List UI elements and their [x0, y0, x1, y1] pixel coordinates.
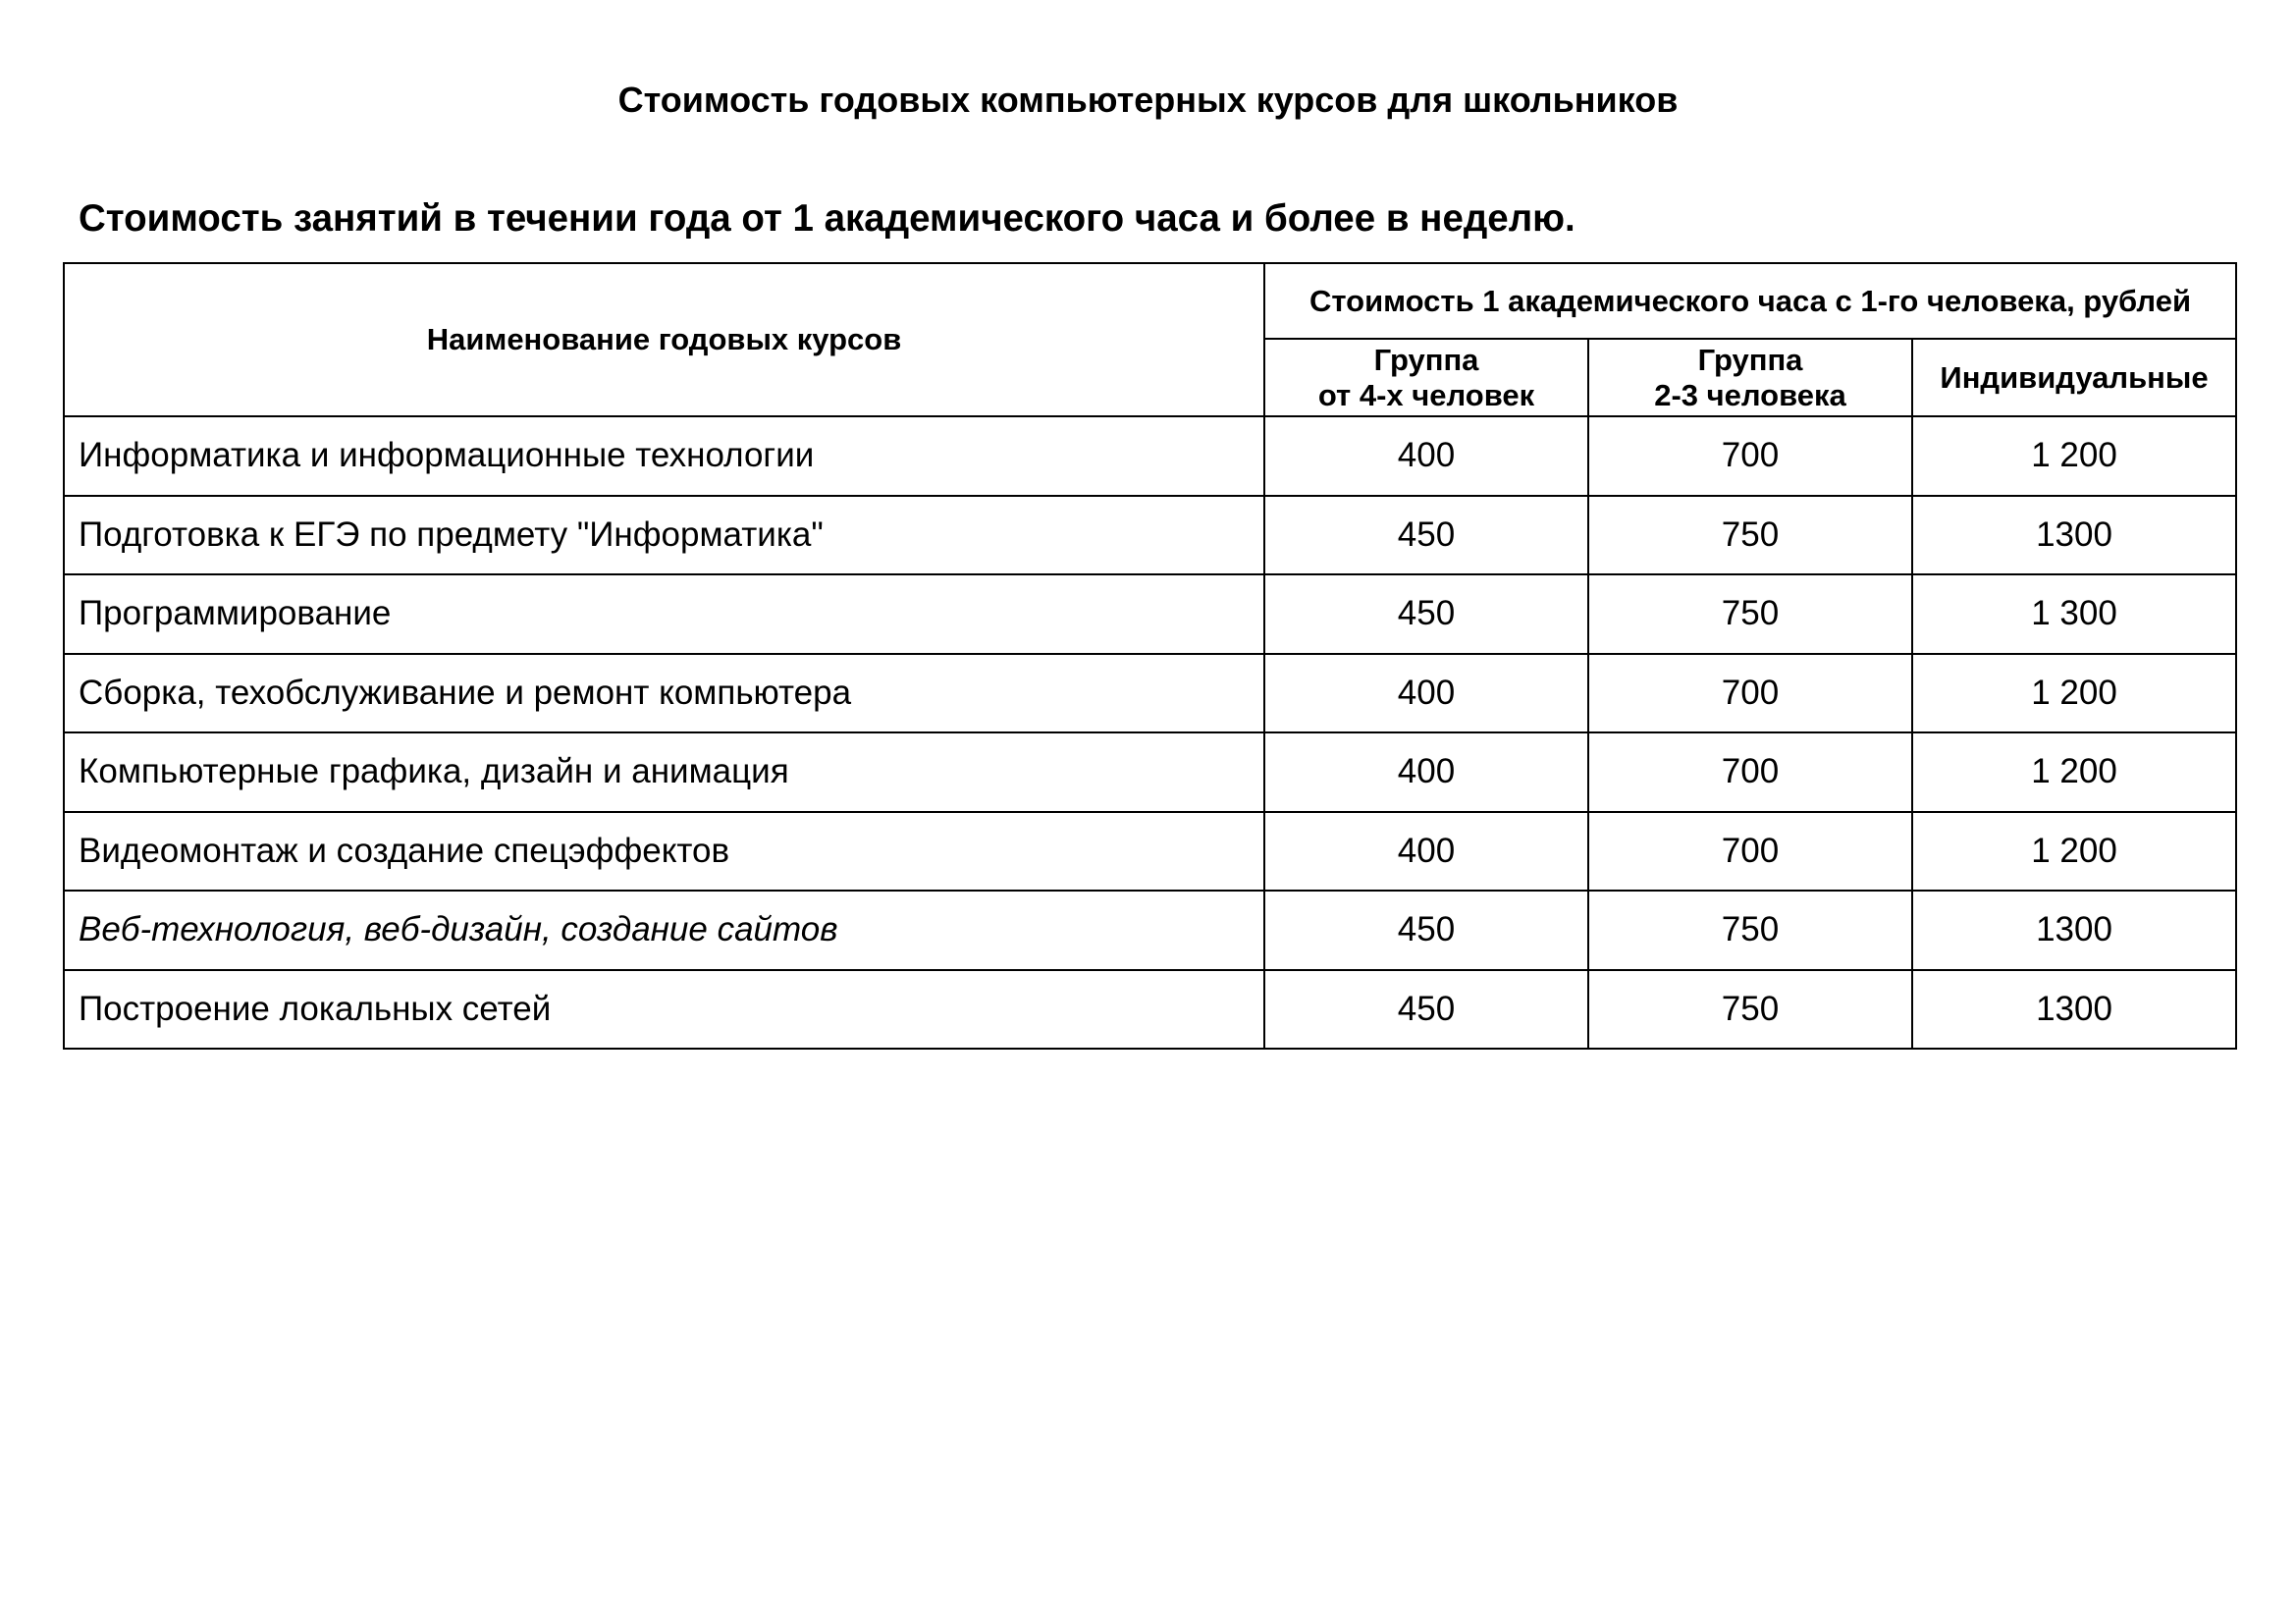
- price-group-large: 400: [1264, 732, 1588, 812]
- price-group-large: 450: [1264, 574, 1588, 654]
- price-group-large: 450: [1264, 970, 1588, 1050]
- table-row: [64, 416, 2236, 496]
- price-table: [63, 262, 2237, 1050]
- price-group-large: 400: [1264, 416, 1588, 496]
- page-title: Стоимость годовых компьютерных курсов для школьников: [617, 80, 1679, 120]
- course-name: Веб-технология, веб-дизайн, создание сайтов: [64, 891, 1264, 970]
- table-row: [64, 654, 2236, 733]
- subtitle: Стоимость занятий в течении года от 1 академического часа и более в неделю.: [79, 197, 1575, 240]
- price-group-small: 750: [1588, 891, 1912, 970]
- price-group-large: 450: [1264, 891, 1588, 970]
- course-name: Сборка, техобслуживание и ремонт компьютера: [64, 654, 1264, 733]
- price-group-small: 700: [1588, 732, 1912, 812]
- price-group-small: 700: [1588, 416, 1912, 496]
- course-name: Видеомонтаж и создание спецэффектов: [64, 812, 1264, 892]
- price-individual: 1 300: [1912, 574, 2236, 654]
- table-row: [64, 812, 2236, 892]
- price-individual: 1300: [1912, 496, 2236, 575]
- table-row: [64, 496, 2236, 575]
- price-group-small: 750: [1588, 496, 1912, 575]
- table-body: [64, 416, 2236, 1049]
- table-row: [64, 574, 2236, 654]
- header-group-large-line2: от 4-х человек: [1317, 377, 1535, 412]
- course-name: Информатика и информационные технологии: [64, 416, 1264, 496]
- price-group-large: 450: [1264, 496, 1588, 575]
- table-row: [64, 970, 2236, 1050]
- price-group-small: 700: [1588, 812, 1912, 892]
- course-name: Построение локальных сетей: [64, 970, 1264, 1050]
- price-individual: 1300: [1912, 891, 2236, 970]
- price-group-large: 400: [1264, 654, 1588, 733]
- header-course-name: Наименование годовых курсов: [64, 263, 1264, 416]
- price-group-large: 400: [1264, 812, 1588, 892]
- table-row: [64, 732, 2236, 812]
- price-individual: 1300: [1912, 970, 2236, 1050]
- price-individual: 1 200: [1912, 812, 2236, 892]
- course-name: Компьютерные графика, дизайн и анимация: [64, 732, 1264, 812]
- header-group-small: [1588, 339, 1912, 416]
- price-group-small: 700: [1588, 654, 1912, 733]
- header-group-small-line1: Группа: [1697, 342, 1803, 377]
- price-individual: 1 200: [1912, 732, 2236, 812]
- price-individual: 1 200: [1912, 416, 2236, 496]
- header-price-group: Стоимость 1 академического часа с 1-го человека, рублей: [1264, 263, 2236, 339]
- course-name: Программирование: [64, 574, 1264, 654]
- price-group-small: 750: [1588, 574, 1912, 654]
- header-group-large: [1264, 339, 1588, 416]
- header-individual: Индивидуальные: [1912, 339, 2236, 416]
- price-group-small: 750: [1588, 970, 1912, 1050]
- course-name: Подготовка к ЕГЭ по предмету "Информатика": [64, 496, 1264, 575]
- table-header-row: [64, 263, 2236, 339]
- header-group-large-line1: Группа: [1373, 342, 1479, 377]
- header-group-small-line2: 2-3 человека: [1654, 377, 1846, 412]
- price-individual: 1 200: [1912, 654, 2236, 733]
- table-row: [64, 891, 2236, 970]
